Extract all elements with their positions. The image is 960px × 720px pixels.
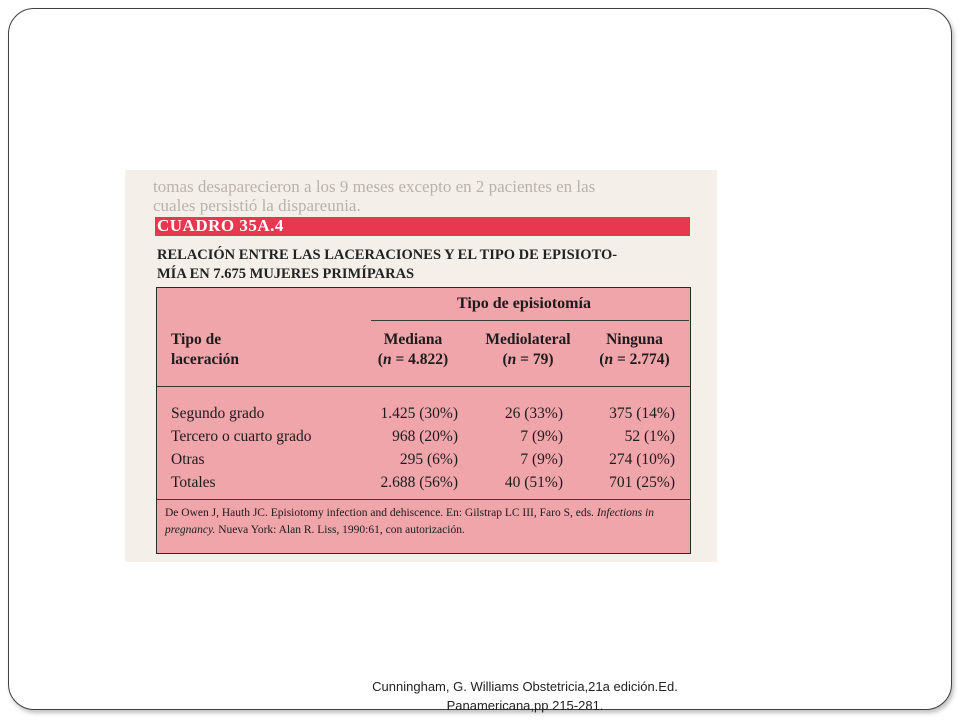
citation-credit — [290, 677, 760, 715]
cell-mediolateral: 7 (9%) — [520, 428, 563, 445]
data-table — [156, 287, 691, 554]
row-header-line-1: Tipo de — [171, 331, 222, 348]
cell-mediolateral: 7 (9%) — [520, 451, 563, 468]
cell-ninguna: 701 (25%) — [609, 474, 675, 491]
column-n: (n = 79) — [502, 351, 554, 368]
column-header-ninguna — [587, 330, 682, 370]
row-label: Totales — [171, 474, 216, 491]
cell-mediana: 1.425 (30%) — [380, 405, 458, 422]
bleed-through-text-1: tomas desaparecieron a los 9 meses excepto en 2 pacientes en las — [153, 177, 596, 196]
row-label: Tercero o cuarto grado — [171, 428, 312, 445]
column-header-mediana — [367, 330, 459, 370]
cell-mediolateral: 40 (51%) — [504, 474, 563, 491]
bleed-through-text-2: cuales persistió la dispareunia. — [153, 196, 361, 215]
row-label: Otras — [171, 451, 205, 468]
cell-mediana: 295 (6%) — [399, 451, 458, 468]
row-header — [171, 330, 239, 370]
cell-ninguna: 375 (14%) — [609, 405, 675, 422]
column-name: Mediolateral — [485, 331, 571, 348]
source-rule — [157, 499, 690, 500]
group-rule — [371, 320, 689, 321]
row-header-line-2: laceración — [171, 351, 240, 368]
cell-mediana: 2.688 (56%) — [380, 474, 458, 491]
cell-mediana: 968 (20%) — [392, 428, 458, 445]
citation-line-1: Cunningham, G. Williams Obstetricia,21a edición.Ed. — [372, 679, 678, 694]
table-number: CUADRO 35A.4 — [157, 216, 284, 235]
citation-line-2: Panamericana,pp 215-281. — [446, 698, 604, 713]
row-label: Segundo grado — [171, 405, 265, 422]
column-header-mediolateral — [472, 330, 584, 370]
column-name: Ninguna — [606, 331, 663, 348]
caption-line-2: MÍA EN 7.675 MUJERES PRIMÍPARAS — [157, 266, 415, 282]
cell-ninguna: 52 (1%) — [624, 428, 675, 445]
table-caption — [157, 246, 697, 284]
cell-ninguna: 274 (10%) — [609, 451, 675, 468]
scanned-table-image — [125, 170, 717, 562]
cell-mediolateral: 26 (33%) — [504, 405, 563, 422]
column-n: (n = 2.774) — [599, 351, 670, 368]
column-n: (n = 4.822) — [377, 351, 449, 368]
header-rule — [157, 386, 690, 387]
group-header: Tipo de episiotomía — [457, 295, 591, 312]
caption-line-1: RELACIÓN ENTRE LAS LACERACIONES Y EL TIPO DE EPISIOTO- — [157, 247, 618, 263]
column-name: Mediana — [383, 331, 443, 348]
table-source-note: De Owen J, Hauth JC. Episiotomy infection and dehiscence. En: Gilstrap LC III, Faro S, eds. Infections in pregnancy. Nueva York: Alan R. Liss, 1990:61, con autorización. — [165, 507, 654, 536]
